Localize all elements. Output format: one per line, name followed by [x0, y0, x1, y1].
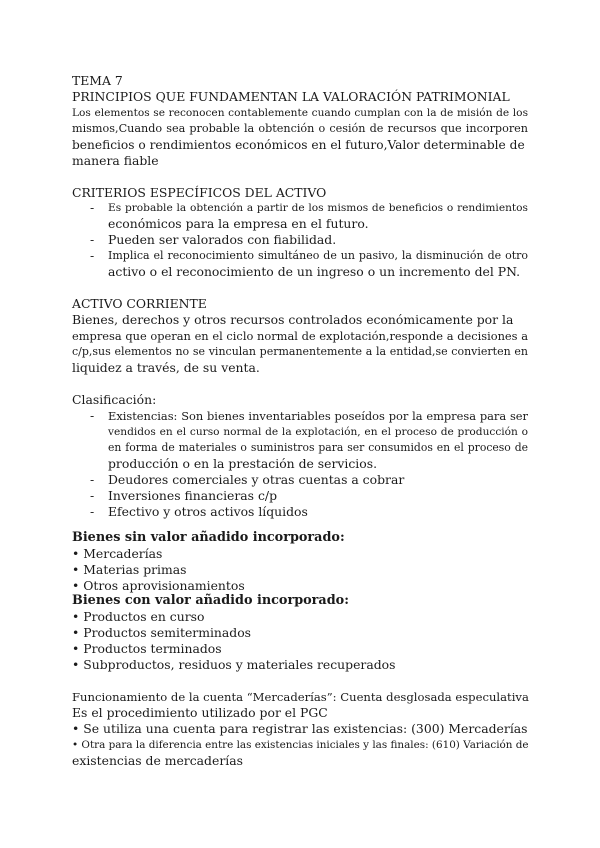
clasificacion-heading: Clasificación:	[72, 392, 157, 407]
ac-line: Bienes, derechos y otros recursos controlados económicamente por la	[72, 312, 514, 327]
criterio-line: Implica el reconocimiento simultáneo de un pasivo, la disminución de otro	[108, 249, 528, 262]
criterio-line: activo o el reconocimiento de un ingreso o un incremento del PN.	[108, 264, 521, 279]
con-valor-heading: Bienes con valor añadido incorporado:	[72, 593, 349, 608]
bullet-item: • Productos semiterminados	[72, 625, 252, 640]
bullet-item: • Otros aprovisionamientos	[72, 578, 245, 593]
criterio-line: económicos para la empresa en el futuro.	[108, 216, 369, 231]
clasif-line: producción o en la prestación de servicios.	[108, 456, 378, 471]
bullet-item: • Subproductos, residuos y materiales recuperados	[72, 657, 396, 672]
bullet-item: • Productos en curso	[72, 609, 205, 624]
list-dash: -	[90, 472, 95, 487]
intro-line: mismos,Cuando sea probable la obtención o cesión de recursos que incorporen	[72, 122, 528, 135]
clasif-line: en forma de materiales o suministros para ser consumidos en el proceso de	[108, 441, 528, 454]
funcionamiento-line: Es el procedimiento utilizado por el PGC	[72, 705, 328, 720]
criterio-line: Pueden ser valorados con fiabilidad.	[108, 232, 337, 247]
clasif-line: Efectivo y otros activos líquidos	[108, 504, 308, 519]
activo-corriente-heading: ACTIVO CORRIENTE	[72, 296, 207, 311]
bullet-item: • Materias primas	[72, 562, 187, 577]
bullet-item: • Productos terminados	[72, 641, 222, 656]
funcionamiento-line: • Otra para la diferencia entre las existencias iniciales y las finales: (610) Variación de	[72, 739, 529, 751]
tema-label: TEMA 7	[72, 73, 123, 88]
list-dash: -	[90, 488, 95, 503]
funcionamiento-line: existencias de mercaderías	[72, 753, 243, 768]
list-dash: -	[90, 232, 95, 247]
criterio-line: Es probable la obtención a partir de los mismos de beneficios o rendimientos	[108, 202, 528, 214]
ac-line: empresa que operan en el ciclo normal de explotación,responde a decisiones a	[72, 329, 528, 343]
clasif-line: Inversiones financieras c/p	[108, 488, 278, 503]
page-title: PRINCIPIOS QUE FUNDAMENTAN LA VALORACIÓN PATRIMONIAL	[72, 89, 510, 104]
list-dash: -	[90, 200, 95, 215]
bullet-item: • Mercaderías	[72, 546, 163, 561]
clasif-line: Deudores comerciales y otras cuentas a cobrar	[108, 472, 405, 487]
sin-valor-heading: Bienes sin valor añadido incorporado:	[72, 530, 345, 545]
intro-line: beneficios o rendimientos económicos en el futuro,Valor determinable de	[72, 138, 525, 152]
list-dash: -	[90, 248, 95, 263]
list-dash: -	[90, 504, 95, 519]
clasif-line: vendidos en el curso normal de la explotación, en el proceso de producción o	[108, 426, 528, 438]
intro-line: Los elementos se reconocen contablemente cuando cumplan con la de misión de los	[72, 107, 528, 119]
ac-line: c/p,sus elementos no se vinculan permanentemente a la entidad,se convierten en	[72, 345, 528, 358]
funcionamiento-line: Funcionamiento de la cuenta “Mercaderías”: Cuenta desglosada especulativa	[72, 690, 529, 704]
funcionamiento-line: • Se utiliza una cuenta para registrar las existencias: (300) Mercaderías	[72, 721, 528, 736]
list-dash: -	[90, 408, 95, 423]
criterios-heading: CRITERIOS ESPECÍFICOS DEL ACTIVO	[72, 185, 327, 200]
intro-line: manera fiable	[72, 153, 159, 168]
ac-line: liquidez a través, de su venta.	[72, 360, 260, 375]
clasif-line: Existencias: Son bienes inventariables poseídos por la empresa para ser	[108, 409, 528, 423]
